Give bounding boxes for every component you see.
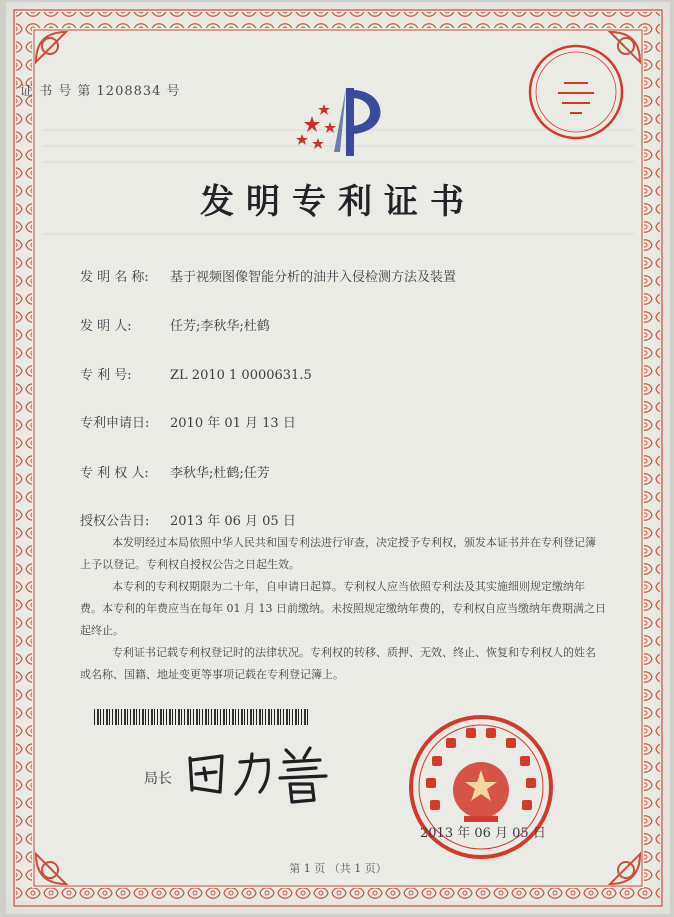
field-label: 发 明 人: [80,319,132,334]
field-label: 授权公告日: [80,514,150,529]
body-paragraph: 本发明经过本局依照中华人民共和国专利法进行审查，决定授予专利权，颁发本证书并在专利登记簿上予以登记。专利权自授权公告之日起生效。 [80,536,596,571]
certificate-sheet [6,2,670,914]
field-patentee [80,462,270,481]
field-label: 专 利 号: [80,368,132,383]
certificate-number: 证 书 号 第 1208834 号 [20,84,181,99]
body-paragraph: 专利证书记载专利权登记时的法律状况。专利权的转移、质押、无效、终止、恢复和专利权人的姓名或名称、国籍、地址变更等事项记载在专利登记簿上。 [80,646,596,681]
director-label: 局长 [144,771,172,787]
field-inventors [80,315,270,334]
field-value: 基于视频图像智能分析的油井入侵检测方法及装置 [170,270,457,285]
field-value: 2010 年 01 月 13 日 [170,416,296,431]
field-grant-date [80,510,296,529]
field-application-date [80,412,296,431]
tax-stamp [526,42,626,142]
director-signature [182,740,338,810]
field-value: 2013 年 06 月 05 日 [170,514,296,529]
field-label: 专利申请日: [80,416,150,431]
certificate-title: 发明专利证书 [200,182,476,222]
field-label: 专 利 权 人: [80,466,149,481]
patent-office-logo [288,82,398,162]
field-patent-number [80,364,312,383]
field-value: ZL 2010 1 0000631.5 [170,368,312,383]
field-value: 任芳;李秋华;杜鹤 [170,319,270,334]
certificate-body [80,532,606,686]
seal-date: 2013 年 06 月 05 日 [420,826,546,841]
field-value: 李秋华;杜鹤;任芳 [170,466,270,481]
field-invention-name [80,266,456,285]
barcode [94,709,310,725]
page-number: 第 1 页 （共 1 页） [289,862,387,875]
body-paragraph: 本专利的专利权期限为二十年，自申请日起算。专利权人应当依照专利法及其实施细则规定缴纳年费。本专利的年费应当在每年 01 月 13 日前缴纳。未按照规定缴纳年费的，专利权自应当缴纳年费期满之日起终止。 [80,580,606,637]
field-label: 发 明 名 称: [80,270,149,285]
